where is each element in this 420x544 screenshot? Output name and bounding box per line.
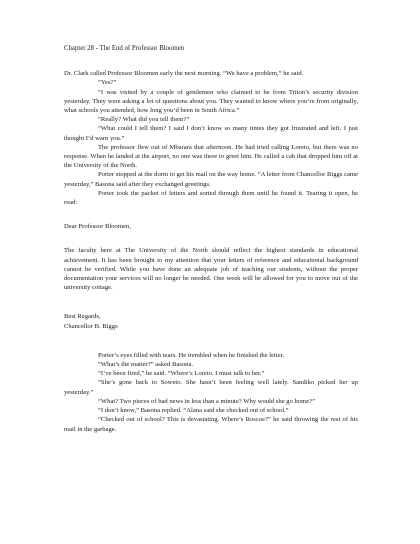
paragraph-yes: “Yes?” xyxy=(98,79,117,87)
paragraph-bad-news: “What? Two pieces of bad news in less than a minute? Why would she go home?” xyxy=(98,397,316,405)
paragraph-fired: “I’ve been fired,” he said. “Where’s Loreto. I must talk to her.” xyxy=(98,370,265,378)
paragraph-whats-the-matter: “What’s the matter?” asked Basona. xyxy=(98,361,194,369)
page-content xyxy=(64,44,358,434)
paragraph-phone-call: Dr. Clark called Professor Bloomen early the next morning. “We have a problem,” he said. xyxy=(64,70,304,78)
paragraph-tears: Porter’s eyes filled with tears. He trembled when he finished the letter. xyxy=(98,351,285,359)
paragraph-dorm-mail: Porter stopped at the dorm to get his mail on the way home. “A letter from Chancellor Biggs came yesterday,” Basona said after they exchanged greetings. xyxy=(64,171,358,188)
paragraph-flew-out: The professor flew out of Mbarara that afternoon. He had tried calling Loreto, but there was no response. When he landed at the airport, no one was there to greet him. He called a cab that dropped him off at the University of the North. xyxy=(64,143,358,170)
paragraph-tearing-open: Porter took the packet of letters and sorted through them until he found it. Tearing it open, he read: xyxy=(64,189,358,207)
paragraph-warn-you: “What could I tell them? I said I don’t know so many times they got frustrated and left. I just thought I’d warn you.” xyxy=(64,125,358,142)
paragraph-visited: “I was visited by a couple of gentlemen who claimed to be from Triton’s security division yesterday. They were asking a lot of questions about you. They wanted to know where you’re from originally, what schools you attended, how long you’d been in South Africa.” xyxy=(64,88,358,115)
chapter-title: Chapter 28 - The End of Professor Bloomen xyxy=(64,45,185,52)
letter-body: The faculty here at The University of the North should reflect the highest standards in educational achievement. It has been brought to my attention that your letters of reference and educational background cannot be verified. While you have done an adequate job of teaching our students, without the proper documentation your services will no longer be needed. One week will be allowed for you to move out of the university cottage. xyxy=(64,247,358,292)
paragraph-what-did-you-tell: “Really? What did you tell them?” xyxy=(98,116,190,124)
letter-salutation: Dear Professor Bloomen, xyxy=(64,223,131,231)
paragraph-devastating: “Checked out of school? This is devastating. Where’s Roscoe?” he said throwing the rest of his mail in the garbage. xyxy=(64,416,358,433)
letter-signature: Chancellor B. Biggs xyxy=(64,322,118,330)
paragraph-soweto: “She’s gone back to Soweto. She hasn’t been feeling well lately. Sandiko picked her up yesterday.” xyxy=(64,379,358,396)
letter-closing: Best Regards, xyxy=(64,313,101,321)
paragraph-checked-out: “I don’t know,” Basona replied. “Alana said she checked out of school.” xyxy=(98,407,289,415)
